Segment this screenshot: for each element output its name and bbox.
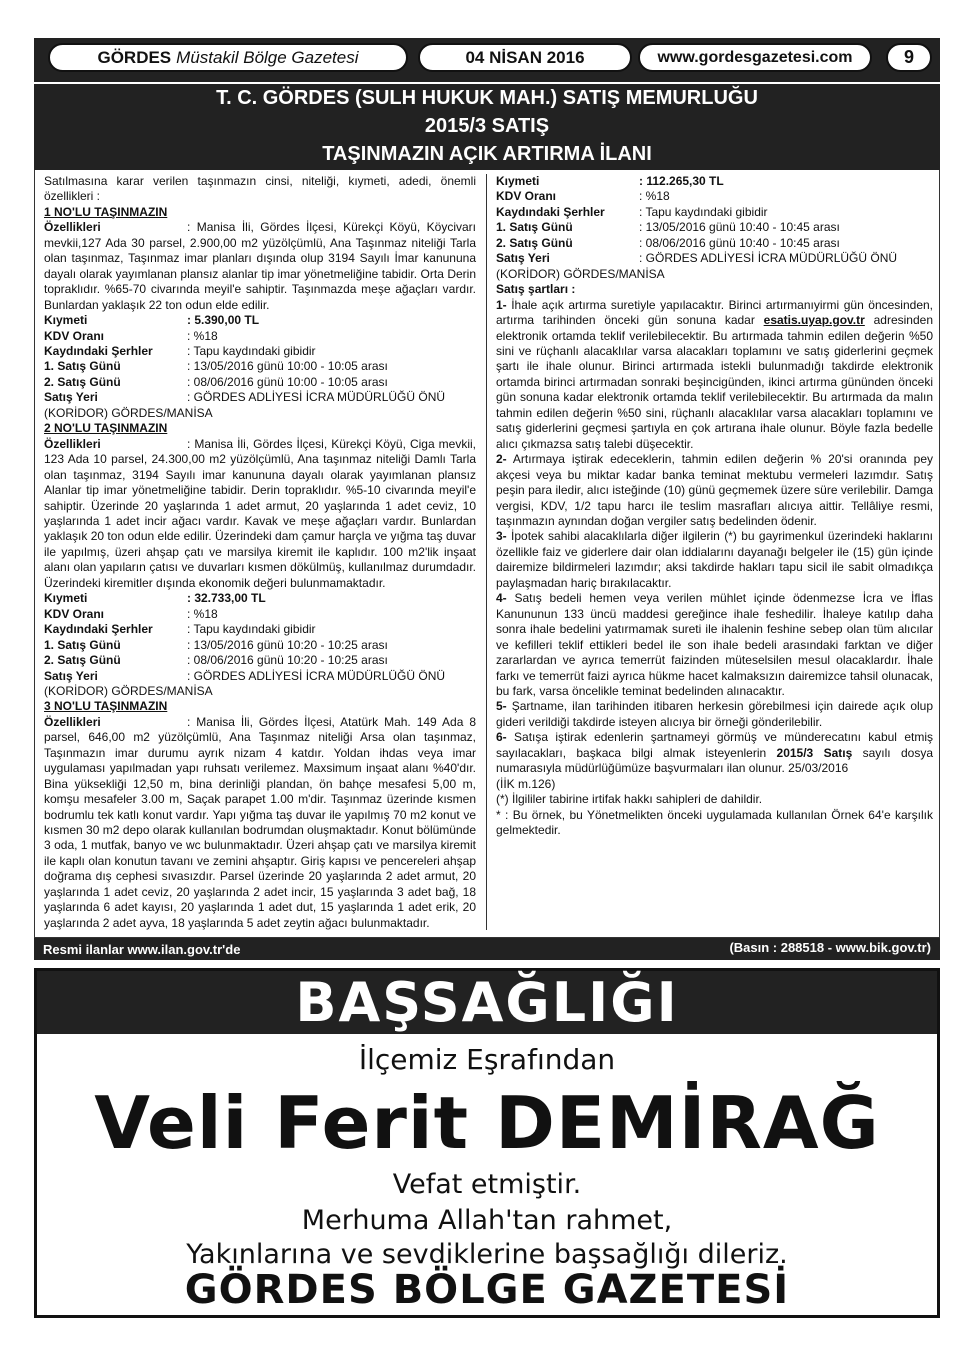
auction-notice bbox=[34, 170, 940, 938]
property-2-value-row: Kıymeti : 32.733,00 TL bbox=[44, 591, 266, 606]
press-reference: (Basın : 288518 - www.bik.gov.tr) bbox=[729, 940, 931, 955]
notice-intro: Satılmasına karar verilen taşınmazın cinsi, niteliği, kıymeti, adedi, önemli özellikleri : bbox=[44, 174, 476, 204]
esatis-link[interactable]: esatis.uyap.gov.tr bbox=[763, 313, 865, 328]
condolence-line-2: Vefat etmiştir. bbox=[392, 1169, 582, 1200]
condolence-heading: BAŞSAĞLIĞI bbox=[37, 971, 937, 1034]
page-number: 9 bbox=[886, 43, 932, 72]
brand-subtitle: Müstakil Bölge Gazetesi bbox=[176, 47, 359, 67]
property-3-kdv-row: KDV Oranı : %18 bbox=[496, 189, 670, 204]
property-2-kdv-row: KDV Oranı : %18 bbox=[44, 606, 218, 621]
property-1-kdv-row: KDV Oranı : %18 bbox=[44, 328, 218, 343]
property-1-heading: 1 NO'LU TAŞINMAZIN bbox=[44, 204, 168, 219]
condition-3: 3- İpotek sahibi alacaklılarla diğer ilgilerin (*) bu gayrimenkul üzerindeki haklarını özellikle faiz ve giderlere dair olan iddialarını dayanağı belgeler ile (15) gün içinde dairemize bildirmeleri lazımdır; aksi takdirde hakları tapu sicil ile sabit olmadıkça paylaşmadan hariç bırakılacaktır. bbox=[496, 529, 933, 590]
condition-5: 5- Şartname, ilan tarihinden itibaren herkesin görebilmesi için dairede açık olup gideri verildiği takdirde isteyen alıcıya bir örneği gönderilebilir. bbox=[496, 699, 933, 729]
condolence-line-3: Merhuma Allah'tan rahmet, bbox=[301, 1205, 673, 1236]
condition-2: 2- Artırmaya iştirak edeceklerin, tahmin edilen değerin % 20'si oranında pey akçesi veya bu miktar kadar banka teminat mektubu vermeleri lazımdır. Satış peşin para iledir, alıcı isteğinde (10) günü geçmemek üzere süre verilebilir. Damga vergisi, KDV, 1/2 tapu harcı ile teslim masrafları alıcıya aittir. Tellâliye resmi, taşınmazın aynından doğan vergiler satış bedelinden ödenir. bbox=[496, 452, 933, 528]
property-2-place-row: Satış Yeri : GÖRDES ADLİYESİ İCRA MÜDÜRLÜĞÜ ÖNÜ bbox=[44, 668, 446, 683]
condition-4: 4- Satış bedeli hemen veya verilen mühlet içinde ödenmezse İcra ve İflas Kanununun 133 üncü maddesi gereğince ihale feshedilir. İhaleye katılıp daha sonra ihale bedelini yatırmamak sureti ile ihalenin feshine sebep olan tüm alıcılar ve kefilleri teklif ettikleri bedel ile son ihale bedeli arasındaki farktan ve diğer zararlardan ve ayrıca temerrüt faizinden müteselsilen mesul olacaklardır. İhale farkı ve temerrüt faizi ayrıca hükme hacet kalmaksızın dairemizce tahsil olunacak, bu fark, varsa öncelikle teminat bedelinden alınacaktır. bbox=[496, 591, 933, 698]
masthead-pill bbox=[48, 43, 408, 72]
property-2-records-row: Kaydındaki Şerhler : Tapu kaydındaki gibidir bbox=[44, 622, 316, 637]
property-1-day2-row: 2. Satış Günü : 08/06/2016 günü 10:00 - 10:05 arası bbox=[44, 374, 388, 389]
notice-title-line-2: 2015/3 SATIŞ bbox=[424, 115, 550, 137]
property-3-value-row: Kıymeti : 112.265,30 TL bbox=[496, 174, 724, 188]
notice-right-column bbox=[496, 174, 933, 838]
notice-title-line-1: T. C. GÖRDES (SULH HUKUK MAH.) SATIŞ MEMURLUĞU bbox=[216, 87, 758, 109]
notice-left-column bbox=[44, 174, 476, 931]
website-link[interactable]: www.gordesgazetesi.com bbox=[638, 43, 872, 72]
property-2-place-cont: (KORİDOR) GÖRDES/MANİSA bbox=[44, 683, 213, 698]
property-1-value-row: Kıymeti : 5.390,00 TL bbox=[44, 313, 260, 328]
condolence-intro: İlçemiz Eşrafından bbox=[358, 1043, 616, 1076]
property-3-heading: 3 NO'LU TAŞINMAZIN bbox=[44, 699, 168, 714]
condition-1: 1- İhale açık artırma suretiyle yapılacaktır. Birinci artırmanıyirmi gün öncesinden, artırma tarihinden önceki gün sonuna kadar esatis.uyap.gov.tr adresinden elektronik ortamda teklif verilebilecektir. Bu artırmada tahmin edilen değerin %50 sini ve rüçhanlı alacaklılar varsa alacakları toplamını ve satış giderlerini geçmek şartı ile ihale olunur. Birinci artırmada istekli bulunmadığı takdirde elektronik ortamda birinci artırmadan sonraki beşincigünden, ikinci artırma gününden önceki gün sonuna kadar elektronik ortamda teklif verilebilecektir. Bu artırmada da malın tahmin edilen değerin %50 sini, rüçhanlı alacaklılar varsa alacakları toplamını ve satış giderlerini geçmesi şartıyla en çok artırana ihale olunur. Böyle fazla bedelle alıcı çıkmazsa satış talebi düşecektir. bbox=[496, 297, 933, 451]
property-3-records-row: Kaydındaki Şerhler : Tapu kaydındaki gibidir bbox=[496, 204, 768, 219]
property-1-place-row: Satış Yeri : GÖRDES ADLİYESİ İCRA MÜDÜRLÜĞÜ ÖNÜ bbox=[44, 390, 446, 405]
property-3-day1-row: 1. Satış Günü : 13/05/2016 günü 10:40 - 10:45 arası bbox=[496, 220, 840, 235]
notice-title-line-3: TAŞINMAZIN AÇIK ARTIRMA İLANI bbox=[322, 143, 652, 165]
condolence-line-4: Yakınlarına ve sevdiklerine başsağlığı dileriz. bbox=[186, 1239, 788, 1270]
condolence-signature: GÖRDES BÖLGE GAZETESİ bbox=[184, 1267, 790, 1313]
newspaper-header bbox=[34, 38, 940, 82]
issue-date: 04 NİSAN 2016 bbox=[418, 43, 632, 72]
property-3-place-cont: (KORİDOR) GÖRDES/MANİSA bbox=[496, 266, 665, 281]
property-2-features: Özellikleri : Manisa İli, Gördes İlçesi, Kürekçi Köyü, Ciga mevkii, 123 Ada 10 parsel, 24.300,00 m2 yüzölçümlü, Ana taşınmaz niteliği Damlı Tarla olan taşınmaz, 3194 Sayılı imar kanununa dayalı olarak yayımlanan plansız Alanlar tip imar yönetmeliğine tabidir. Derin topraklıdır. %5-10 civarında meyil'e sahiptir. Üzerinde 20 yaşlarında 1 adet armut, 20 yaşlarında 1 adet ceviz, 10 yaşlarında 1 adet incir ağacı vardır. Kavak ve meşe ağaçları vardır. Bunlardan yaklaşık 20 ton odun elde edilir. Üzerindeki dam çamur harçla ve yığma taş duvar ile yapılmış, üzeri ahşap çatı ve marsilya kiremit ile kaplıdır. 100 m2'lik inşaat alanı olan yapıların çatısı ve duvarları kısmen dökülmüş, kullanılmaz durumdadır. Üzerindeki kiremitler dışında ekonomik değeri bulunmamaktadır. bbox=[44, 436, 476, 590]
law-reference: (İİK m.126) bbox=[496, 776, 556, 791]
condition-6: 6- Satışa iştirak edenlerin şartnameyi görmüş ve münderecatını kabul etmiş sayılacakları, başkaca bilgi almak isteyenlerin 2015/3 Satış sayılı dosya numarasıyla müdürlüğümüze başvurmaları ilan olunur. 25/03/2016 bbox=[496, 730, 933, 776]
notice-title bbox=[34, 84, 940, 170]
property-1-place-cont: (KORİDOR) GÖRDES/MANİSA bbox=[44, 405, 213, 420]
condolence-ad bbox=[34, 968, 940, 1318]
property-1-features: Özellikleri : Manisa İli, Gördes İlçesi, Kürekçi Köyü, Köycivarı mevkii,127 Ada 30 parsel, 2.900,00 m2 yüzölçümlü, Ana Taşınmaz niteliği Tarla olan taşınmaz, Taşınmaz imar planları dışında olup 3194 Sayılı İmar kanununa dayalı olarak yayımlanan plansız alanlar tip imar yönetmeliğine tabidir. Orta Derin topraklıdır. %65-70 civarında meyil'e sahiptir. Taşınmazda meşe ağaçları vardır. Bunlardan yaklaşık 22 ton odun elde edilir. bbox=[44, 220, 476, 312]
property-1-day1-row: 1. Satış Günü : 13/05/2016 günü 10:00 - 10:05 arası bbox=[44, 359, 388, 374]
notice-footer bbox=[34, 938, 940, 960]
property-2-heading: 2 NO'LU TAŞINMAZIN bbox=[44, 421, 168, 436]
official-ads-note: Resmi ilanlar www.ilan.gov.tr'de bbox=[43, 942, 241, 957]
property-2-day1-row: 1. Satış Günü : 13/05/2016 günü 10:20 - 10:25 arası bbox=[44, 637, 388, 652]
conditions-heading: Satış şartları : bbox=[496, 282, 576, 297]
deceased-name: Veli Ferit DEMİRAĞ bbox=[94, 1081, 880, 1165]
note-2: * : Bu örnek, bu Yönetmelikten önceki uygulamada kullanılan Örnek 64'e karşılık gelmektedir. bbox=[496, 807, 933, 838]
property-2-day2-row: 2. Satış Günü : 08/06/2016 günü 10:20 - 10:25 arası bbox=[44, 653, 388, 668]
property-3-day2-row: 2. Satış Günü : 08/06/2016 günü 10:40 - 10:45 arası bbox=[496, 235, 840, 250]
property-1-records-row: Kaydındaki Şerhler : Tapu kaydındaki gibidir bbox=[44, 343, 316, 358]
note-1: (*) İlgililer tabirine irtifak hakkı sahipleri de dahildir. bbox=[496, 792, 763, 807]
column-divider bbox=[486, 174, 487, 930]
property-3-place-row: Satış Yeri : GÖRDES ADLİYESİ İCRA MÜDÜRLÜĞÜ ÖNÜ bbox=[496, 251, 898, 266]
property-3-features: Özellikleri : Manisa İli, Gördes İlçesi, Atatürk Mah. 149 Ada 8 parsel, 646,00 m2 yüzölçümlü, Ana Taşınmaz niteliği Arsa olan taşınmaz, Taşınmazın imar durumu ayrık nizam 4 katdır. Yoldan ihdas veya imar uygulaması yapılmadan yapı ruhsatı verilemez. Maxsimum inşaat alanı %40'dır. Bina yüksekliği 12,50 m, bina derinliği plandan, ön bahçe mesafesi 5,00 m, komşu mesafeler 3.00 m, Saçak parapet 1.00 m'dir. Taşınmaz üzerinde kısmen bodrumlu tek katlı konut vardır. Yapı yığma taş duvar ile yapılmış 70 m2 konut ve kısmen 30 m2 depo olarak kullanılan bodrumdan oluşmaktadır. Konut bölümünde 3 oda, 1 mutfak, banyo ve wc bulunmaktadır. Üzeri ahşap çatı ve marsilya kiremit ile kaplı olan konutun tavanı ve zemini ahşaptır. Giriş kapısı ve pencereleri ahşap doğrama dış cephesi sıvasızdır. Parsel üzerinde 20 yaşlarında 2 adet armut, 20 yaşlarında 1 adet ceviz, 20 yaşlarında 2 adet incir, 15 yaşlarında 3 adet bağ, 18 yaşlarında 6 adet kayısı, 20 yaşlarında 1 adet dut, 15 yaşlarında 1 adet erik, 20 yaşlarında 2 adet ayva, 18 yaşlarında 5 adet zeytin ağacı bulunmaktadır. bbox=[44, 714, 476, 930]
brand-name: GÖRDES bbox=[97, 47, 172, 67]
